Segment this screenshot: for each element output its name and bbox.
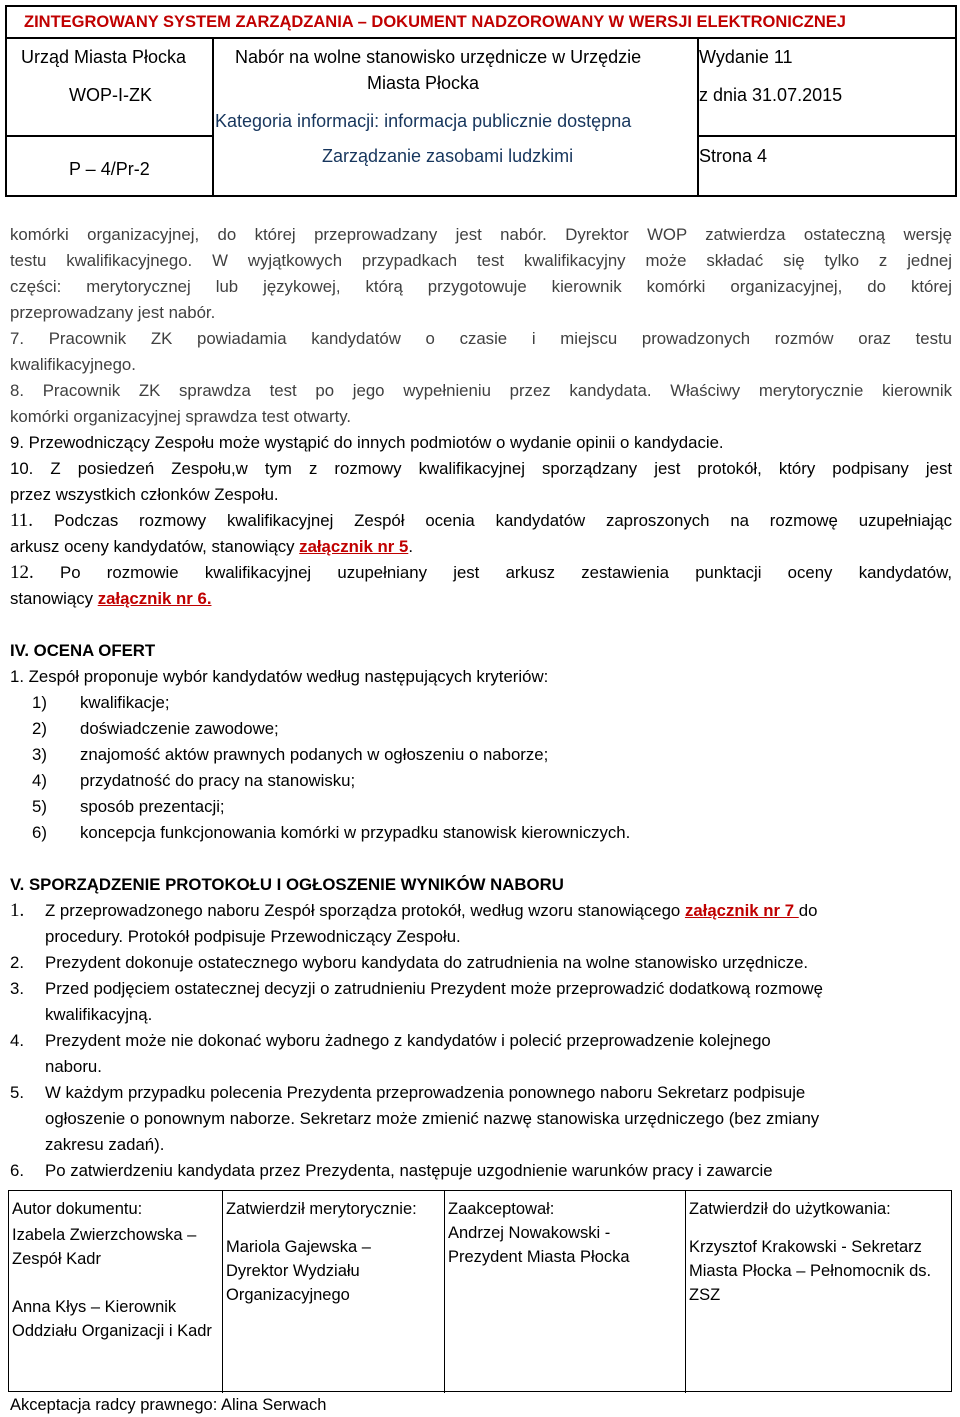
point-10: 10. Z posiedzeń Zespołu,w tym z rozmowy kwalifikacyjnej sporządzany jest protokół, który podpisany jest <box>10 459 952 478</box>
attachment-7-link[interactable]: załącznik nr 7 <box>684 901 799 920</box>
spacer <box>10 612 952 638</box>
procedure-code: P – 4/Pr-2 <box>69 159 150 179</box>
point-7: 7. Pracownik ZK powiadamia kandydatów o czasie i miejscu prowadzonych rozmów oraz testu <box>10 329 952 348</box>
author-1: Izabela Zwierzchowska – <box>12 1226 197 1244</box>
section-4-title: IV. OCENA OFERT <box>10 641 156 660</box>
legal-acceptance: Akceptacja radcy prawnego: Alina Serwach <box>10 1396 327 1414</box>
criteria-number: 1) <box>32 693 47 712</box>
accepted-position: Prezydent Miasta Płocka <box>448 1248 630 1266</box>
criteria-number: 4) <box>32 771 47 790</box>
author-label: Autor dokumentu: <box>12 1200 143 1218</box>
criteria-item <box>32 820 952 846</box>
page-number: Strona 4 <box>699 146 768 166</box>
point-8: 8. Pracownik ZK sprawdza test po jego wypełnieniu przez kandydata. Właściwy merytorycznie kierownik <box>10 381 952 400</box>
point-12: 12. Po rozmowie kwalifikacyjnej uzupełniany jest arkusz zestawienia punktacji oceny kandydatów, <box>10 562 952 583</box>
approval-table <box>8 1190 952 1392</box>
section-5-point-1: 1. Z przeprowadzonego naboru Zespół sporządza protokół, według wzoru stanowiącego załącznik nr 7 do procedury. Protokół podpisuje Przewodniczący Zespołu. <box>10 900 818 946</box>
author-1-unit: Zespół Kadr <box>12 1250 101 1268</box>
merit-name: Mariola Gajewska – <box>226 1238 371 1256</box>
use-label: Zatwierdził do użytkowania: <box>689 1200 891 1218</box>
edition-date: z dnia 31.07.2015 <box>699 85 843 105</box>
information-category: Kategoria informacji: informacja publicznie dostępna <box>215 111 632 131</box>
point-11-cont: arkusz oceny kandydatów, stanowiący załącznik nr 5. <box>10 537 413 556</box>
criteria-text: doświadczenie zawodowe; <box>80 719 279 738</box>
use-name: Krzysztof Krakowski - Sekretarz <box>689 1238 922 1256</box>
point-7-cont: kwalifikacyjnego. <box>10 355 136 374</box>
criteria-text: przydatność do pracy na stanowisku; <box>80 771 356 790</box>
point-9: 9. Przewodniczący Zespołu może wystąpić do innych podmiotów o wydanie opinii o kandydacie. <box>10 433 724 452</box>
office-name: Urząd Miasta Płocka <box>21 47 187 67</box>
system-banner: ZINTEGROWANY SYSTEM ZARZĄDZANIA – DOKUMENT NADZOROWANY W WERSJI ELEKTRONICZNEJ <box>5 5 957 37</box>
section-4-intro: 1. Zespół proponuje wybór kandydatów według następujących kryteriów: <box>10 667 549 686</box>
criteria-text: sposób prezentacji; <box>80 797 225 816</box>
section-5-point-2: 2. Prezydent dokonuje ostatecznego wyboru kandydata do zatrudnienia na wolne stanowisko urzędnicze. <box>10 953 809 972</box>
criteria-number: 5) <box>32 797 47 816</box>
criteria-item <box>32 768 952 794</box>
accepted-label: Zaakceptował: <box>448 1200 555 1218</box>
spacer <box>10 846 952 872</box>
department-code: WOP-I-ZK <box>69 85 152 105</box>
paragraph-line: testu kwalifikacyjnego. W wyjątkowych przypadkach test kwalifikacyjny może składać się tylko z jednej <box>10 251 952 270</box>
edition: Wydanie 11 <box>699 47 793 67</box>
criteria-text: kwalifikacje; <box>80 693 170 712</box>
merit-unit: Organizacyjnego <box>226 1286 350 1304</box>
criteria-item <box>32 742 952 768</box>
paragraph-line: części: merytorycznej lub językowej, którą przygotowuje kierownik komórki organizacyjnej, do której <box>10 277 952 296</box>
criteria-text: koncepcja funkcjonowania komórki w przypadku stanowisk kierowniczych. <box>80 823 631 842</box>
accepted-name: Andrzej Nowakowski - <box>448 1224 611 1242</box>
section-5-point-4: 4. Prezydent może nie dokonać wyboru żadnego z kandydatów i polecić przeprowadzenie kolejnego naboru. <box>10 1031 771 1076</box>
document-header <box>5 37 957 197</box>
management-area: Zarządzanie zasobami ludzkimi <box>322 146 574 166</box>
accepted-column <box>444 1191 685 1393</box>
merit-position: Dyrektor Wydziału <box>226 1262 360 1280</box>
merit-label: Zatwierdził merytorycznie: <box>226 1200 417 1218</box>
point-10-cont: przez wszystkich członków Zespołu. <box>10 485 279 504</box>
paragraph-line: komórki organizacyjnej, do której przeprowadzany jest nabór. Dyrektor WOP zatwierdza ostateczną wersję <box>10 225 952 244</box>
merit-approval-column <box>222 1191 444 1393</box>
author-2: Anna Kłys – Kierownik <box>12 1298 177 1316</box>
author-column <box>9 1191 222 1393</box>
document-body <box>10 222 952 1184</box>
criteria-item <box>32 794 952 820</box>
document-title-line2: Miasta Płocka <box>367 73 480 93</box>
author-2-unit: Oddziału Organizacji i Kadr <box>12 1322 212 1340</box>
criteria-number: 2) <box>32 719 47 738</box>
document-title-line1: Nabór na wolne stanowisko urzędnicze w Urzędzie <box>235 47 642 67</box>
criteria-number: 6) <box>32 823 47 842</box>
criteria-item <box>32 716 952 742</box>
point-12-cont: stanowiący załącznik nr 6. <box>10 589 212 608</box>
criteria-list <box>10 690 952 846</box>
use-approval-column <box>685 1191 953 1393</box>
attachment-5-link[interactable]: załącznik nr 5 <box>299 537 409 556</box>
point-8-cont: komórki organizacyjnej sprawdza test otwarty. <box>10 407 352 426</box>
section-5-point-6: 6. Po zatwierdzeniu kandydata przez Prezydenta, następuje uzgodnienie warunków pracy i zawarcie <box>10 1161 773 1180</box>
criteria-text: znajomość aktów prawnych podanych w ogłoszeniu o naborze; <box>80 745 549 764</box>
attachment-6-link[interactable]: załącznik nr 6. <box>97 589 212 608</box>
section-5-point-5: 5. W każdym przypadku polecenia Prezydenta przeprowadzenia ponownego naboru Sekretarz podpisuje ogłoszenie o ponownym naborze. Sekretarz może zmienić nazwę stanowiska urzędniczego (bez zmiany zakresu zadań). <box>10 1083 820 1154</box>
criteria-item <box>32 690 952 716</box>
paragraph-line: przeprowadzany jest nabór. <box>10 303 216 322</box>
point-11: 11. Podczas rozmowy kwalifikacyjnej Zespół ocenia kandydatów zaproszonych na rozmowę uzupełniając <box>10 510 952 531</box>
section-5-title: V. SPORZĄDZENIE PROTOKOŁU I OGŁOSZENIE WYNIKÓW NABORU <box>10 875 564 894</box>
use-position: Miasta Płocka – Pełnomocnik ds. <box>689 1262 932 1280</box>
use-role: ZSZ <box>689 1286 721 1304</box>
section-5-point-3: 3. Przed podjęciem ostatecznej decyzji o zatrudnieniu Prezydent może przeprowadzić dodatkową rozmowę kwalifikacyjną. <box>10 979 823 1024</box>
criteria-number: 3) <box>32 745 47 764</box>
